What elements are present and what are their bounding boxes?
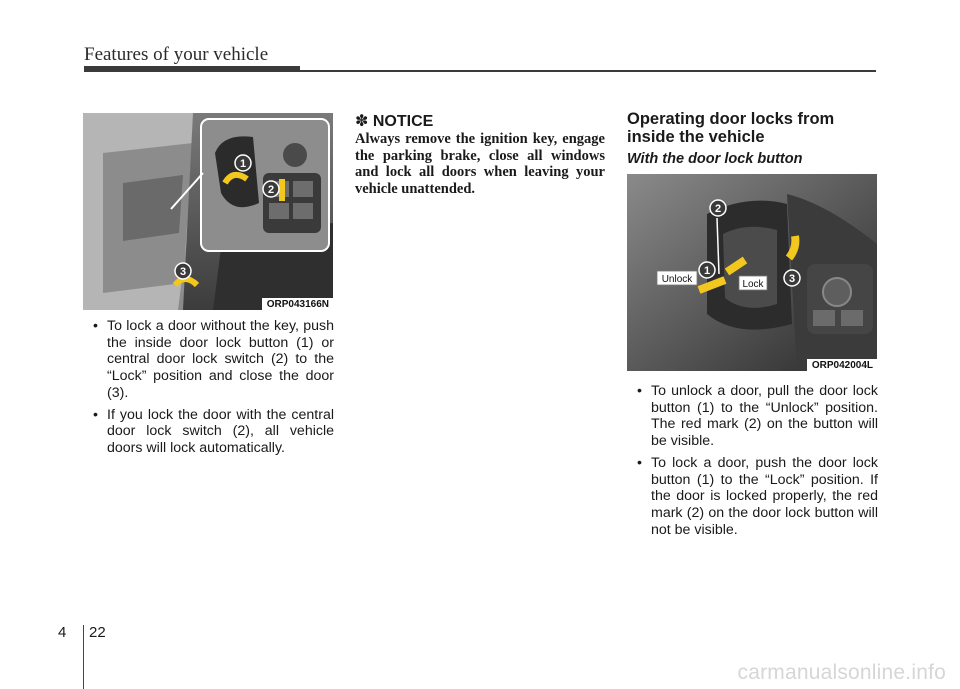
unlock-label: Unlock [661, 274, 693, 285]
bullet-dot: • [637, 383, 642, 399]
callout-2-label-left: 2 [267, 184, 275, 196]
photo-code-right: ORP042004L [807, 359, 877, 371]
list-item [634, 383, 878, 450]
notice-body: Always remove the ignition key, engage the parking brake, close all windows and lock all doors when leaving your vehicle unattended. [355, 131, 605, 197]
list-item-text: To lock a door, push the door lock button (1) to the “Lock” position. If the door is locked properly, the red mark (2) on the door lock button will not be visible. [651, 454, 878, 538]
door-lock-photo-left [83, 113, 333, 310]
section-subtitle: With the door lock button [627, 151, 803, 167]
footer-divider [83, 625, 84, 689]
bullets-left [90, 318, 334, 462]
photo-code-left: ORP043166N [262, 298, 333, 310]
list-item-text: To unlock a door, pull the door lock button (1) to the “Unlock” position. The red mark (2) on the button will be visible. [651, 383, 878, 450]
door-lock-photo-right [627, 174, 877, 371]
bullets-right [634, 383, 878, 543]
page-number: 22 [89, 624, 106, 641]
callout-1-label-right: 1 [703, 265, 711, 277]
lock-label: Lock [742, 279, 764, 290]
header-title: Features of your vehicle [84, 44, 269, 65]
callout-3-label-right: 3 [788, 273, 796, 285]
watermark: carmanualsonline.info [737, 661, 946, 684]
callout-3-label-left: 3 [179, 266, 187, 278]
list-item-text: If you lock the door with the central door lock switch (2), all vehicle doors will lock automatically. [107, 406, 334, 456]
callout-2-label-right: 2 [714, 203, 722, 215]
header-bar [84, 66, 300, 72]
callout-1-label-left: 1 [239, 158, 247, 170]
section-title: Operating door locks from inside the vehicle [627, 110, 835, 146]
chapter-number: 4 [58, 624, 67, 641]
bullet-dot: • [93, 318, 98, 334]
notice-title: ✽ NOTICE [355, 113, 434, 130]
bullet-dot: • [93, 406, 98, 423]
list-item-text: To lock a door without the key, push the inside door lock button (1) or central door lock switch (2) to the “Lock” position and close the door (3). [107, 318, 334, 401]
list-item [90, 318, 334, 402]
header-line [300, 70, 876, 72]
list-item [90, 407, 334, 457]
bullet-dot: • [637, 454, 642, 471]
list-item [634, 455, 878, 539]
